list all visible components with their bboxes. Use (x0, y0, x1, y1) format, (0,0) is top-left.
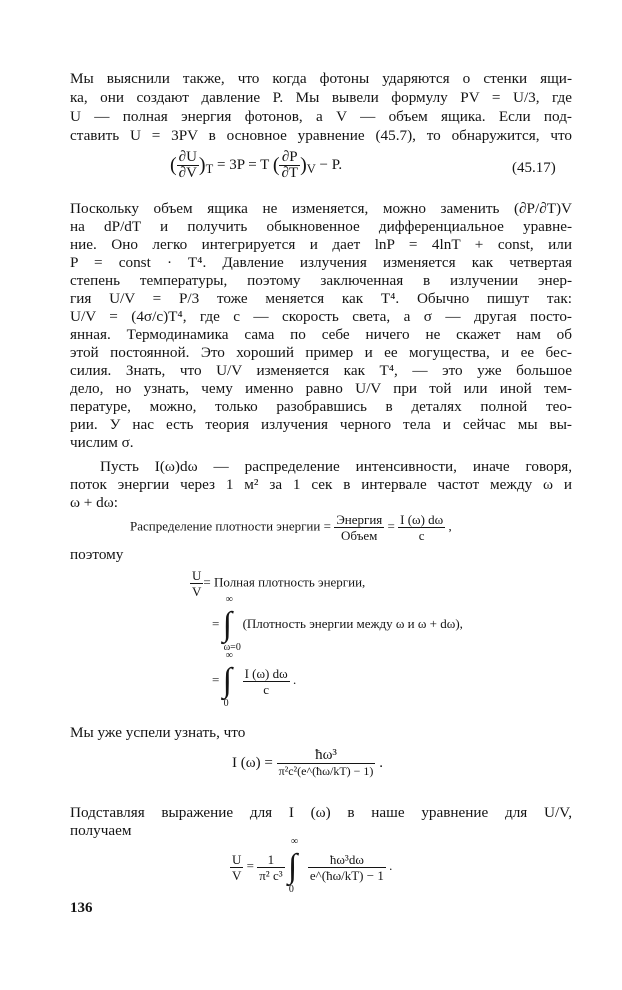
eq4-tail: . (375, 754, 383, 771)
page-number: 136 (70, 900, 93, 916)
eq1-rhs-num: ∂P (279, 150, 300, 166)
eq5-tail: . (385, 857, 393, 873)
eq2-den1: Объем (341, 528, 378, 543)
eq5-lhs-num: U (232, 851, 242, 867)
eq3-frac-num: U (192, 568, 202, 583)
text-line: Мы выяснили также, что когда фотоны ударяются о стенки ящи- (70, 70, 572, 87)
text-line: U/V = (4σ/c)T⁴, где c — скорость света, а σ — другая посто- (70, 308, 572, 325)
text-line: Мы уже успели узнать, что (70, 724, 246, 741)
eq5-coef-den: π² c³ (259, 867, 283, 883)
text-line: U — полная энергия фотонов, а V — объем ящика. Если под- (70, 108, 572, 125)
text-line: Пусть I(ω)dω — распределение интенсивности, иначе говоря, (100, 458, 572, 475)
text-line: Поскольку объем ящика не изменяется, можно заменить (∂P/∂T)V (70, 200, 572, 217)
eq2-tail: , (445, 518, 452, 534)
integral-sign: ∫ ∞ ω=0 (222, 594, 241, 653)
eq5-den: e^(ħω/kT) − 1 (309, 867, 384, 883)
eq3-row3-den: c (263, 681, 270, 697)
eq5-coef-num: 1 (257, 852, 284, 868)
text-line: янная. Термодинамика сама по себе ничего не скажет нам об (70, 326, 572, 343)
integral-lower: 0 (223, 698, 229, 709)
eq3-eq-sign: = (212, 615, 220, 631)
text-line: ставить U = 3PV в основное уравнение (45.7), то обнаружится, что (70, 127, 572, 144)
text-line: поток энергии через 1 м² за 1 сек в интервале частот между ω и (70, 476, 572, 493)
integral-lower: ω=0 (223, 642, 241, 653)
eq1-rhs-den: ∂T (281, 165, 299, 181)
eq2-lhs: Распределение плотности энергии = (130, 518, 335, 534)
eq1-lhs-num: ∂U (178, 149, 197, 165)
text-line: ω + dω: (70, 494, 118, 511)
integral-upper: ∞ (225, 650, 233, 661)
eq1-lhs-den: ∂V (178, 165, 197, 181)
eq1-lhs-sub: T (205, 161, 214, 176)
integral-upper: ∞ (290, 836, 299, 847)
eq4-den: π²c²(e^(ħω/kT) − 1) (278, 764, 374, 778)
text-line: пературе, можно, только разобравшись в деталях полной тео- (70, 398, 572, 415)
eq5-eq: = (243, 857, 258, 873)
eq2-num2: I (ω) dω (400, 512, 444, 527)
eq1-mid: = 3P = T (213, 156, 270, 173)
eq4-num: ħω³ (277, 748, 376, 764)
eq3-row3 (212, 650, 297, 709)
eq4-lhs: I (ω) = (232, 754, 277, 771)
integral-lower: 0 (288, 884, 294, 895)
eq3-row1 (190, 568, 365, 599)
integral-sign: ∫ ∞ 0 (222, 650, 233, 709)
eq3-row1-text: = Полная плотность энергии, (203, 574, 366, 590)
eq5-num: ħω³dω (308, 852, 386, 868)
text-line: Подставляя выражение для I (ω) в наше уравнение для U/V, (70, 804, 572, 821)
text-line: на dP/dT и получить обыкновенное дифференциальное уравне- (70, 218, 572, 235)
eq2-den2: c (418, 528, 425, 543)
eq3-period: . (292, 671, 297, 687)
eq1-tail: − P. (315, 156, 343, 173)
eq3-row2-text: (Плотность энергии между ω и ω + dω), (242, 615, 463, 631)
equation-45-17: ( $\frac{\partial U}{\partial V}$ )$_T = 3P = T$ ( $\frac{\partial P}{\partial T}$ )$_V - P$. (170, 149, 343, 181)
text-line: этой постоянной. Это хороший пример и ее могущества, и ее бес- (70, 344, 572, 361)
text-line: числим σ. (70, 434, 134, 451)
text-line: P = const · T⁴. Давление излучения изменяется как четвертая (70, 254, 572, 271)
eq2-num1: Энергия (336, 512, 383, 527)
text-line: ка, они создают давление P. Мы вывели формулу PV = U/3, где (70, 89, 572, 106)
eq3-row3-num: I (ω) dω (244, 665, 288, 681)
equation-uv-integral (230, 836, 393, 895)
text-line: рии. У нас есть теория излучения черного тела и сейчас мы вы- (70, 416, 572, 433)
equation-label: (45.17) (512, 160, 556, 176)
text-line: силия. Знать, что U/V изменяется как T⁴, — это уже большое (70, 362, 572, 379)
text-line: поэтому (70, 546, 124, 563)
equation-energy-density (130, 512, 452, 543)
eq3-eq-sign: = (212, 671, 220, 687)
text-line: гия U/V = P/3 тоже меняется как T⁴. Обычно пишут так: (70, 290, 572, 307)
eq1-rhs-sub: V (306, 161, 316, 176)
text-line: ние. Оно легко интегрируется и дает lnP = 4lnT + const, или (70, 236, 572, 253)
text-line: степень температуры, поэтому заключенная в излучении энер- (70, 272, 572, 289)
text-line: получаем (70, 822, 132, 839)
text-line: дело, но узнать, чему именно равно U/V при той или иной тем- (70, 380, 572, 397)
integral-sign: ∫ ∞ 0 (287, 836, 299, 895)
eq5-lhs-den: V (232, 867, 242, 883)
eq2-eq: = (384, 518, 399, 534)
eq3-frac-den: V (192, 584, 202, 599)
integral-upper: ∞ (225, 594, 233, 605)
eq3-row2 (212, 594, 463, 653)
equation-planck (232, 748, 383, 779)
